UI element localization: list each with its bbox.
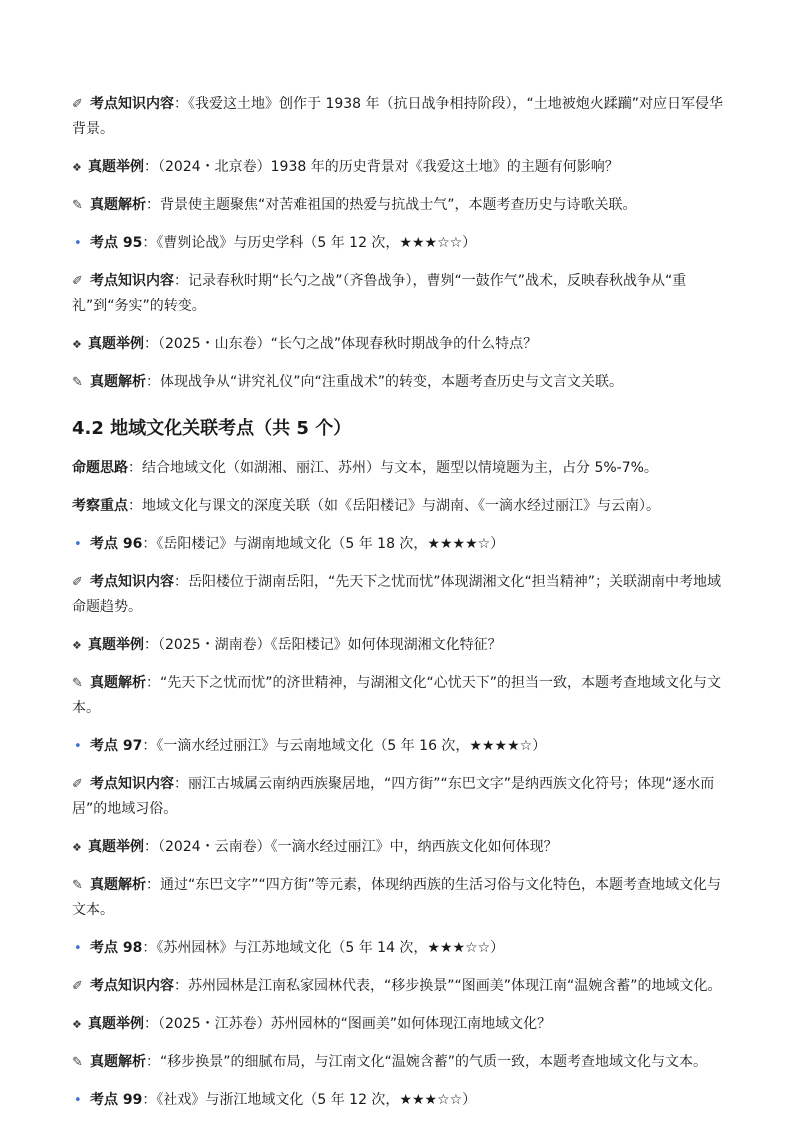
knowledge-para [72, 269, 728, 319]
point-95-title [72, 231, 728, 256]
analysis-para [72, 193, 728, 218]
knowledge-text: ：苏州园林是江南私家园林代表，“移步换景”“图画美”体现江南“温婉含蓄”的地域文化。 [174, 978, 722, 994]
example-text: ：（2025・山东卷）“长勺之战”体现春秋时期战争的什么特点？ [144, 336, 538, 352]
example-para [72, 332, 728, 357]
point-text: ：《一滴水经过丽江》与云南地域文化（5 年 16 次，★★★★☆） [142, 738, 547, 754]
bullet-icon: • [74, 739, 82, 754]
analysis-label: 真题解析 [90, 374, 146, 390]
knowledge-label: 考点知识内容 [90, 273, 174, 289]
diamond-icon: ❖ [72, 841, 82, 854]
knowledge-para [72, 570, 728, 620]
point-label: 考点 98 [90, 940, 143, 956]
idea-text: ：结合地域文化（如湖湘、丽江、苏州）与文本，题型以情境题为主，占分 5%-7%。 [128, 460, 658, 476]
example-para [72, 835, 728, 860]
analysis-text: ：通过“东巴文字”“四方街”等元素，体现纳西族的生活习俗与文化特色，本题考查地域文化与文本。 [72, 877, 722, 918]
example-label: 真题举例 [88, 839, 144, 855]
example-text: ：（2025・湖南卷）《岳阳楼记》如何体现湖湘文化特征？ [144, 637, 502, 653]
analysis-para [72, 671, 728, 721]
analysis-para [72, 1050, 728, 1075]
diamond-icon: ❖ [72, 338, 82, 351]
bullet-icon: • [74, 941, 82, 956]
pencil-alt-icon: ✎ [72, 1055, 83, 1070]
pencil-alt-icon: ✎ [72, 198, 83, 213]
analysis-text: ：“移步换景”的细腻布局，与江南文化“温婉含蓄”的气质一致，本题考查地域文化与文本。 [146, 1054, 708, 1070]
focus-text: ：地域文化与课文的深度关联（如《岳阳楼记》与湖南、《一滴水经过丽江》与云南）。 [128, 498, 660, 514]
knowledge-para [72, 772, 728, 822]
example-label: 真题举例 [88, 637, 144, 653]
pencil-icon: ✐ [72, 979, 83, 994]
pencil-icon: ✐ [72, 777, 83, 792]
analysis-text: ：背景使主题聚焦“对苦难祖国的热爱与抗战士气”，本题考查历史与诗歌关联。 [146, 197, 637, 213]
knowledge-text: ：丽江古城属云南纳西族聚居地，“四方街”“东巴文字”是纳西族文化符号；体现“逐水而居”的地域习俗。 [72, 776, 715, 817]
idea-label: 命题思路 [72, 460, 128, 476]
knowledge-text: ：记录春秋时期“长勺之战”（齐鲁战争），曹刿“一鼓作气”战术，反映春秋战争从“重礼”到“务实”的转变。 [72, 273, 687, 314]
analysis-label: 真题解析 [90, 197, 146, 213]
analysis-para [72, 873, 728, 923]
knowledge-para [72, 92, 728, 142]
analysis-label: 真题解析 [90, 1054, 146, 1070]
point-label: 考点 95 [90, 235, 143, 251]
analysis-text: ：“先天下之忧而忧”的济世精神，与湖湘文化“心忧天下”的担当一致，本题考查地域文化与文本。 [72, 675, 722, 716]
knowledge-text: ：岳阳楼位于湖南岳阳，“先天下之忧而忧”体现湖湘文化“担当精神”；关联湖南中考地域命题趋势。 [72, 574, 722, 615]
point-96-title [72, 532, 728, 557]
knowledge-label: 考点知识内容 [90, 574, 174, 590]
knowledge-text: ：《我爱这土地》创作于 1938 年（抗日战争相持阶段），“土地被炮火蹂躏”对应日军侵华背景。 [72, 96, 724, 137]
diamond-icon: ❖ [72, 161, 82, 174]
knowledge-label: 考点知识内容 [90, 978, 174, 994]
example-label: 真题举例 [88, 336, 144, 352]
diamond-icon: ❖ [72, 1018, 82, 1031]
pencil-alt-icon: ✎ [72, 878, 83, 893]
point-label: 考点 99 [90, 1092, 143, 1108]
focus-label: 考察重点 [72, 498, 128, 514]
bullet-icon: • [74, 1093, 82, 1108]
pencil-icon: ✐ [72, 97, 83, 112]
bullet-icon: • [74, 537, 82, 552]
idea-para [72, 456, 728, 481]
example-para [72, 1012, 728, 1037]
analysis-para [72, 370, 728, 395]
analysis-label: 真题解析 [90, 675, 146, 691]
point-text: ：《苏州园林》与江苏地域文化（5 年 14 次，★★★☆☆） [142, 940, 505, 956]
example-text: ：（2025・江苏卷）苏州园林的“图画美”如何体现江南地域文化？ [144, 1016, 552, 1032]
knowledge-label: 考点知识内容 [90, 776, 174, 792]
example-label: 真题举例 [88, 1016, 144, 1032]
pencil-alt-icon: ✎ [72, 676, 83, 691]
section-heading: 4.2 地域文化关联考点（共 5 个） [72, 418, 352, 439]
point-99-title [72, 1088, 728, 1113]
example-para [72, 633, 728, 658]
example-text: ：（2024・北京卷）1938 年的历史背景对《我爱这土地》的主题有何影响？ [144, 159, 619, 175]
point-text: ：《社戏》与浙江地域文化（5 年 12 次，★★★☆☆） [142, 1092, 477, 1108]
example-text: ：（2024・云南卷）《一滴水经过丽江》中，纳西族文化如何体现？ [144, 839, 558, 855]
example-label: 真题举例 [88, 159, 144, 175]
point-text: ：《岳阳楼记》与湖南地域文化（5 年 18 次，★★★★☆） [142, 536, 505, 552]
knowledge-label: 考点知识内容 [90, 96, 174, 112]
point-label: 考点 96 [90, 536, 143, 552]
pencil-icon: ✐ [72, 575, 83, 590]
knowledge-para [72, 974, 728, 999]
focus-para [72, 494, 728, 519]
point-label: 考点 97 [90, 738, 143, 754]
point-text: ：《曹刿论战》与历史学科（5 年 12 次，★★★☆☆） [142, 235, 477, 251]
pencil-icon: ✐ [72, 274, 83, 289]
point-98-title [72, 936, 728, 961]
diamond-icon: ❖ [72, 639, 82, 652]
pencil-alt-icon: ✎ [72, 375, 83, 390]
analysis-text: ：体现战争从“讲究礼仪”向“注重战术”的转变，本题考查历史与文言文关联。 [146, 374, 624, 390]
analysis-label: 真题解析 [90, 877, 146, 893]
example-para [72, 155, 728, 180]
bullet-icon: • [74, 236, 82, 251]
point-97-title [72, 734, 728, 759]
